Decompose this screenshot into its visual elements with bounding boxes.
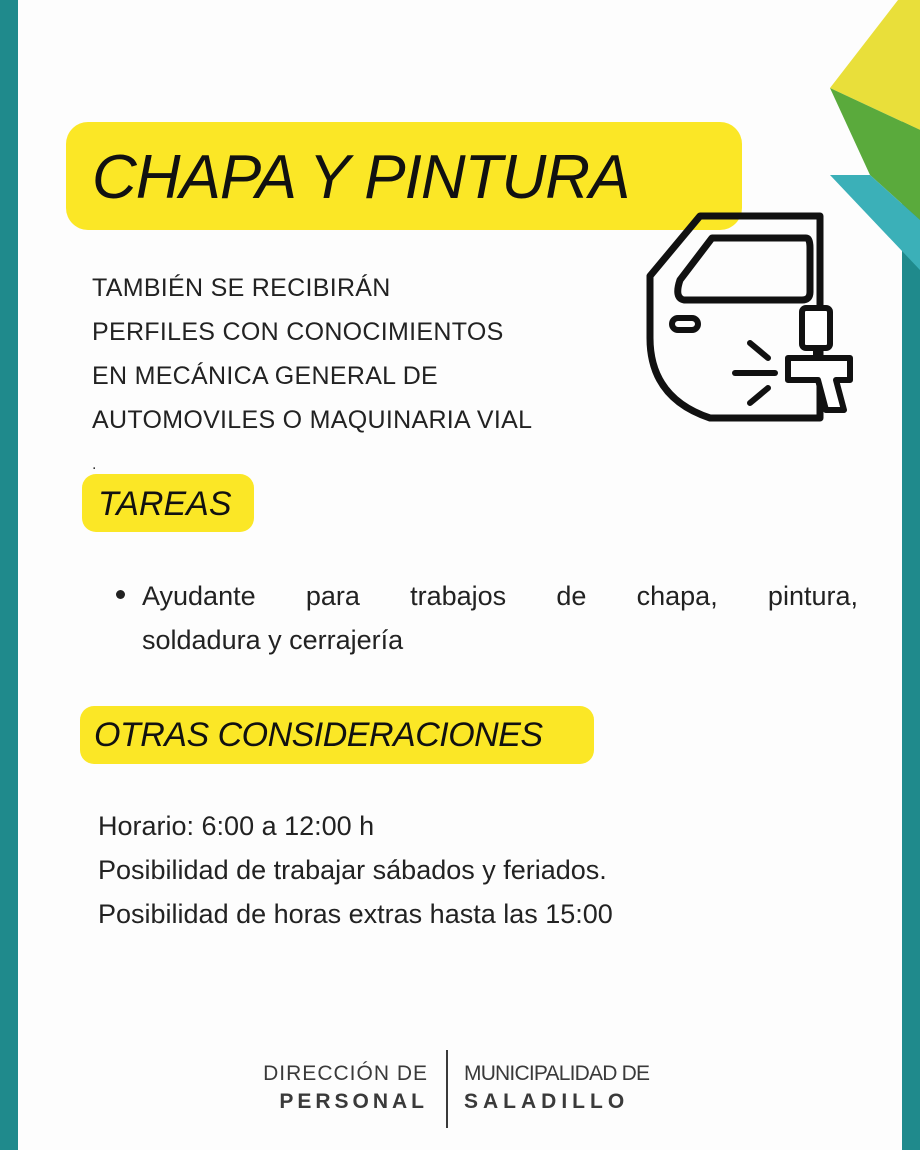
bullet-icon [116, 590, 125, 599]
intro-trailing-dot: . [92, 456, 97, 473]
page-title: CHAPA Y PINTURA [92, 143, 630, 212]
car-door-spray-gun-icon [640, 208, 860, 428]
footer-direccion-logo [252, 1060, 428, 1116]
task-item-line: Ayudante para trabajos de chapa, pintura, [142, 581, 858, 611]
footer-left-line2: PERSONAL [279, 1090, 428, 1113]
footer-right-line2: SALADILLO [464, 1090, 630, 1113]
left-frame-border [0, 0, 18, 1150]
tareas-heading: TAREAS [98, 485, 232, 523]
intro-line: EN MECÁNICA GENERAL DE [92, 362, 439, 390]
consideration-line: Posibilidad de horas extras hasta las 15:00 [98, 899, 613, 929]
footer-municipalidad-logo [464, 1060, 649, 1116]
intro-line: TAMBIÉN SE RECIBIRÁN [92, 274, 391, 302]
considerations-list [98, 804, 613, 936]
intro-line: AUTOMOVILES O MAQUINARIA VIAL [92, 406, 533, 434]
footer-right-line1: MUNICIPALIDAD DE [464, 1062, 650, 1085]
consideration-line: Posibilidad de trabajar sábados y feriados. [98, 855, 607, 885]
otras-heading: OTRAS CONSIDERACIONES [94, 716, 543, 754]
intro-line: PERFILES CON CONOCIMIENTOS [92, 318, 504, 346]
consideration-line: Horario: 6:00 a 12:00 h [98, 811, 375, 841]
footer-divider [446, 1050, 448, 1128]
intro-text [92, 266, 532, 442]
task-item-line: soldadura y cerrajería [142, 625, 404, 655]
footer-left-line1: DIRECCIÓN DE [263, 1062, 428, 1085]
